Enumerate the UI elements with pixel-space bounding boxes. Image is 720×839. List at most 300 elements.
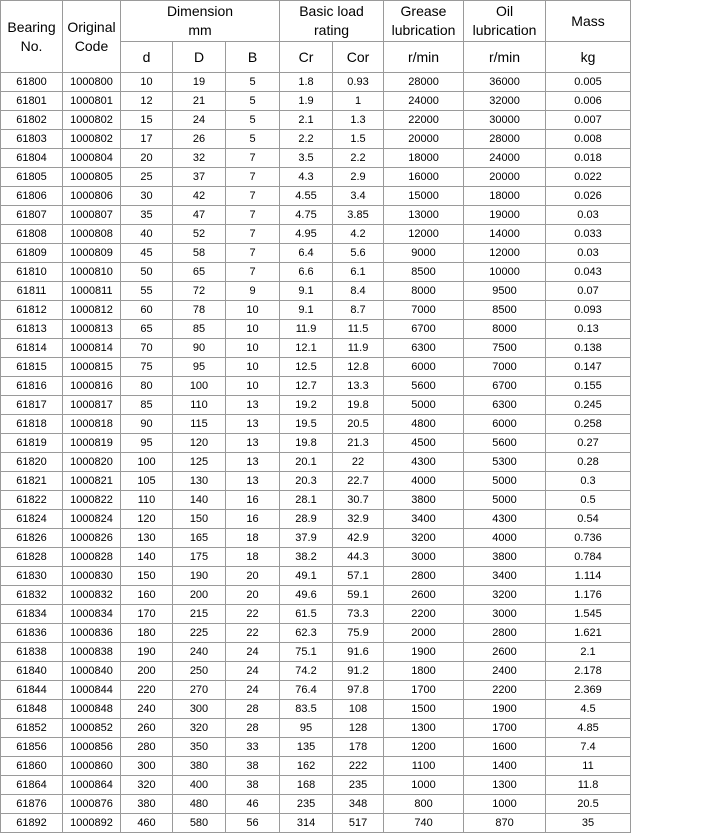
grease-speed-cell: 3200 [384, 529, 464, 548]
cr-cell: 19.8 [280, 434, 333, 453]
original-code-cell: 1000817 [63, 396, 121, 415]
grease-speed-cell: 3400 [384, 510, 464, 529]
original-code-cell: 1000856 [63, 738, 121, 757]
b-cell: 22 [226, 605, 280, 624]
bearing-no-cell: 61836 [1, 624, 63, 643]
d-cell: 10 [121, 73, 173, 92]
original-code-cell: 1000819 [63, 434, 121, 453]
bearing-no-cell: 61815 [1, 358, 63, 377]
oil-speed-cell: 30000 [464, 111, 546, 130]
outer-d-cell: 240 [173, 643, 226, 662]
d-cell: 85 [121, 396, 173, 415]
mass-cell: 0.736 [546, 529, 631, 548]
oil-speed-cell: 8000 [464, 320, 546, 339]
bearing-no-cell: 61840 [1, 662, 63, 681]
b-cell: 38 [226, 776, 280, 795]
bearing-no-cell: 61809 [1, 244, 63, 263]
table-row [1, 168, 631, 187]
bearing-no-cell: 61812 [1, 301, 63, 320]
bearing-no-cell: 61806 [1, 187, 63, 206]
table-row [1, 149, 631, 168]
outer-d-cell: 150 [173, 510, 226, 529]
outer-d-cell: 52 [173, 225, 226, 244]
grease-speed-cell: 4800 [384, 415, 464, 434]
bearing-no-cell: 61892 [1, 814, 63, 833]
b-cell: 13 [226, 453, 280, 472]
cor-cell: 348 [333, 795, 384, 814]
d-cell: 35 [121, 206, 173, 225]
cr-cell: 4.95 [280, 225, 333, 244]
d-cell: 120 [121, 510, 173, 529]
b-cell: 18 [226, 529, 280, 548]
mass-cell: 1.176 [546, 586, 631, 605]
grease-speed-cell: 6700 [384, 320, 464, 339]
table-row [1, 510, 631, 529]
cr-cell: 1.9 [280, 92, 333, 111]
original-code-cell: 1000824 [63, 510, 121, 529]
cr-cell: 95 [280, 719, 333, 738]
grease-speed-cell: 1200 [384, 738, 464, 757]
table-row [1, 700, 631, 719]
d-cell: 95 [121, 434, 173, 453]
cor-cell: 91.2 [333, 662, 384, 681]
bearing-no-cell: 61817 [1, 396, 63, 415]
oil-speed-cell: 24000 [464, 149, 546, 168]
d-cell: 260 [121, 719, 173, 738]
cor-cell: 20.5 [333, 415, 384, 434]
mass-cell: 1.621 [546, 624, 631, 643]
cr-cell: 38.2 [280, 548, 333, 567]
bearing-no-cell: 61816 [1, 377, 63, 396]
outer-d-cell: 58 [173, 244, 226, 263]
grease-speed-cell: 1700 [384, 681, 464, 700]
cor-cell: 3.4 [333, 187, 384, 206]
d-cell: 55 [121, 282, 173, 301]
d-cell: 140 [121, 548, 173, 567]
original-code-cell: 1000836 [63, 624, 121, 643]
original-code-cell: 1000816 [63, 377, 121, 396]
bearing-no-cell: 61834 [1, 605, 63, 624]
bearing-no-cell: 61803 [1, 130, 63, 149]
grease-speed-cell: 4300 [384, 453, 464, 472]
outer-d-cell: 190 [173, 567, 226, 586]
mass-cell: 0.093 [546, 301, 631, 320]
cr-cell: 6.4 [280, 244, 333, 263]
d-cell: 150 [121, 567, 173, 586]
outer-d-cell: 225 [173, 624, 226, 643]
bearing-no-cell: 61876 [1, 795, 63, 814]
cor-cell: 3.85 [333, 206, 384, 225]
oil-speed-cell: 32000 [464, 92, 546, 111]
header-basic-load-rating: Basic load rating [280, 1, 384, 42]
table-row [1, 814, 631, 833]
bearing-no-cell: 61810 [1, 263, 63, 282]
mass-cell: 0.5 [546, 491, 631, 510]
table-row [1, 111, 631, 130]
b-cell: 16 [226, 491, 280, 510]
mass-cell: 4.5 [546, 700, 631, 719]
table-row [1, 605, 631, 624]
cor-cell: 12.8 [333, 358, 384, 377]
cor-cell: 22.7 [333, 472, 384, 491]
original-code-cell: 1000848 [63, 700, 121, 719]
grease-speed-cell: 12000 [384, 225, 464, 244]
oil-speed-cell: 1300 [464, 776, 546, 795]
table-row [1, 776, 631, 795]
mass-cell: 0.026 [546, 187, 631, 206]
oil-speed-cell: 28000 [464, 130, 546, 149]
oil-speed-cell: 36000 [464, 73, 546, 92]
d-cell: 100 [121, 453, 173, 472]
outer-d-cell: 47 [173, 206, 226, 225]
header-bearing-no: Bearing No. [1, 1, 63, 73]
outer-d-cell: 90 [173, 339, 226, 358]
table-row [1, 624, 631, 643]
cr-cell: 135 [280, 738, 333, 757]
grease-speed-cell: 4500 [384, 434, 464, 453]
mass-cell: 7.4 [546, 738, 631, 757]
table-row [1, 301, 631, 320]
mass-cell: 0.155 [546, 377, 631, 396]
b-cell: 7 [226, 263, 280, 282]
table-row [1, 396, 631, 415]
oil-speed-cell: 5000 [464, 472, 546, 491]
outer-d-cell: 65 [173, 263, 226, 282]
b-cell: 24 [226, 681, 280, 700]
mass-cell: 0.245 [546, 396, 631, 415]
cor-cell: 5.6 [333, 244, 384, 263]
cor-cell: 128 [333, 719, 384, 738]
outer-d-cell: 120 [173, 434, 226, 453]
d-cell: 180 [121, 624, 173, 643]
grease-speed-cell: 15000 [384, 187, 464, 206]
cr-cell: 2.2 [280, 130, 333, 149]
d-cell: 190 [121, 643, 173, 662]
original-code-cell: 1000840 [63, 662, 121, 681]
original-code-cell: 1000834 [63, 605, 121, 624]
cr-cell: 12.1 [280, 339, 333, 358]
grease-speed-cell: 5600 [384, 377, 464, 396]
outer-d-cell: 350 [173, 738, 226, 757]
b-cell: 46 [226, 795, 280, 814]
oil-speed-cell: 7500 [464, 339, 546, 358]
header-b: B [226, 42, 280, 73]
original-code-cell: 1000810 [63, 263, 121, 282]
d-cell: 130 [121, 529, 173, 548]
cr-cell: 20.3 [280, 472, 333, 491]
b-cell: 38 [226, 757, 280, 776]
cr-cell: 9.1 [280, 282, 333, 301]
mass-cell: 2.1 [546, 643, 631, 662]
table-row [1, 130, 631, 149]
cor-cell: 19.8 [333, 396, 384, 415]
grease-speed-cell: 1300 [384, 719, 464, 738]
d-cell: 160 [121, 586, 173, 605]
b-cell: 10 [226, 339, 280, 358]
bearing-no-cell: 61852 [1, 719, 63, 738]
cor-cell: 2.9 [333, 168, 384, 187]
b-cell: 13 [226, 415, 280, 434]
cor-cell: 8.7 [333, 301, 384, 320]
cor-cell: 517 [333, 814, 384, 833]
cor-cell: 13.3 [333, 377, 384, 396]
grease-speed-cell: 18000 [384, 149, 464, 168]
cor-cell: 44.3 [333, 548, 384, 567]
b-cell: 5 [226, 111, 280, 130]
b-cell: 10 [226, 320, 280, 339]
oil-speed-cell: 2200 [464, 681, 546, 700]
original-code-cell: 1000828 [63, 548, 121, 567]
table-row [1, 472, 631, 491]
mass-cell: 2.178 [546, 662, 631, 681]
bearing-no-cell: 61807 [1, 206, 63, 225]
cr-cell: 19.2 [280, 396, 333, 415]
oil-speed-cell: 19000 [464, 206, 546, 225]
grease-speed-cell: 7000 [384, 301, 464, 320]
cor-cell: 30.7 [333, 491, 384, 510]
b-cell: 28 [226, 719, 280, 738]
table-row [1, 719, 631, 738]
mass-cell: 0.007 [546, 111, 631, 130]
outer-d-cell: 320 [173, 719, 226, 738]
header-grease-lubrication: Grease lubrication [384, 1, 464, 42]
b-cell: 10 [226, 358, 280, 377]
grease-speed-cell: 16000 [384, 168, 464, 187]
cr-cell: 61.5 [280, 605, 333, 624]
cr-cell: 168 [280, 776, 333, 795]
b-cell: 7 [226, 149, 280, 168]
d-cell: 105 [121, 472, 173, 491]
cr-cell: 314 [280, 814, 333, 833]
oil-speed-cell: 6700 [464, 377, 546, 396]
grease-speed-cell: 2200 [384, 605, 464, 624]
oil-speed-cell: 3400 [464, 567, 546, 586]
cr-cell: 74.2 [280, 662, 333, 681]
table-row [1, 415, 631, 434]
d-cell: 460 [121, 814, 173, 833]
bearing-no-cell: 61844 [1, 681, 63, 700]
cor-cell: 0.93 [333, 73, 384, 92]
bearing-no-cell: 61856 [1, 738, 63, 757]
mass-cell: 0.03 [546, 244, 631, 263]
cor-cell: 22 [333, 453, 384, 472]
oil-speed-cell: 1900 [464, 700, 546, 719]
outer-d-cell: 130 [173, 472, 226, 491]
original-code-cell: 1000802 [63, 111, 121, 130]
b-cell: 24 [226, 662, 280, 681]
table-row [1, 491, 631, 510]
mass-cell: 11.8 [546, 776, 631, 795]
grease-speed-cell: 800 [384, 795, 464, 814]
table-row [1, 187, 631, 206]
table-row [1, 757, 631, 776]
outer-d-cell: 110 [173, 396, 226, 415]
table-row [1, 320, 631, 339]
original-code-cell: 1000864 [63, 776, 121, 795]
cor-cell: 57.1 [333, 567, 384, 586]
bearing-no-cell: 61813 [1, 320, 63, 339]
b-cell: 10 [226, 301, 280, 320]
grease-speed-cell: 1900 [384, 643, 464, 662]
mass-cell: 0.022 [546, 168, 631, 187]
original-code-cell: 1000815 [63, 358, 121, 377]
cr-cell: 76.4 [280, 681, 333, 700]
b-cell: 22 [226, 624, 280, 643]
b-cell: 20 [226, 567, 280, 586]
original-code-cell: 1000852 [63, 719, 121, 738]
b-cell: 13 [226, 434, 280, 453]
cor-cell: 59.1 [333, 586, 384, 605]
b-cell: 5 [226, 92, 280, 111]
d-cell: 80 [121, 377, 173, 396]
original-code-cell: 1000801 [63, 92, 121, 111]
original-code-cell: 1000802 [63, 130, 121, 149]
outer-d-cell: 95 [173, 358, 226, 377]
bearing-no-cell: 61828 [1, 548, 63, 567]
header-oil-unit: r/min [464, 42, 546, 73]
original-code-cell: 1000807 [63, 206, 121, 225]
table-row [1, 263, 631, 282]
b-cell: 9 [226, 282, 280, 301]
bearing-no-cell: 61814 [1, 339, 63, 358]
outer-d-cell: 175 [173, 548, 226, 567]
mass-cell: 0.784 [546, 548, 631, 567]
outer-d-cell: 78 [173, 301, 226, 320]
outer-d-cell: 480 [173, 795, 226, 814]
mass-cell: 0.147 [546, 358, 631, 377]
original-code-cell: 1000876 [63, 795, 121, 814]
d-cell: 280 [121, 738, 173, 757]
oil-speed-cell: 10000 [464, 263, 546, 282]
cor-cell: 222 [333, 757, 384, 776]
table-row [1, 282, 631, 301]
d-cell: 15 [121, 111, 173, 130]
table-row [1, 662, 631, 681]
cr-cell: 1.8 [280, 73, 333, 92]
outer-d-cell: 300 [173, 700, 226, 719]
oil-speed-cell: 1600 [464, 738, 546, 757]
cr-cell: 49.1 [280, 567, 333, 586]
b-cell: 7 [226, 206, 280, 225]
cr-cell: 37.9 [280, 529, 333, 548]
cr-cell: 4.3 [280, 168, 333, 187]
cr-cell: 9.1 [280, 301, 333, 320]
bearing-no-cell: 61848 [1, 700, 63, 719]
header-mass-unit: kg [546, 42, 631, 73]
table-row [1, 358, 631, 377]
original-code-cell: 1000818 [63, 415, 121, 434]
outer-d-cell: 580 [173, 814, 226, 833]
b-cell: 7 [226, 187, 280, 206]
mass-cell: 1.545 [546, 605, 631, 624]
outer-d-cell: 85 [173, 320, 226, 339]
bearing-no-cell: 61830 [1, 567, 63, 586]
original-code-cell: 1000830 [63, 567, 121, 586]
outer-d-cell: 380 [173, 757, 226, 776]
original-code-cell: 1000844 [63, 681, 121, 700]
outer-d-cell: 42 [173, 187, 226, 206]
cor-cell: 97.8 [333, 681, 384, 700]
cr-cell: 49.6 [280, 586, 333, 605]
d-cell: 380 [121, 795, 173, 814]
cr-cell: 235 [280, 795, 333, 814]
b-cell: 5 [226, 130, 280, 149]
oil-speed-cell: 4300 [464, 510, 546, 529]
grease-speed-cell: 6000 [384, 358, 464, 377]
original-code-cell: 1000812 [63, 301, 121, 320]
mass-cell: 0.27 [546, 434, 631, 453]
b-cell: 7 [226, 168, 280, 187]
mass-cell: 0.13 [546, 320, 631, 339]
grease-speed-cell: 3800 [384, 491, 464, 510]
outer-d-cell: 26 [173, 130, 226, 149]
mass-cell: 0.28 [546, 453, 631, 472]
oil-speed-cell: 12000 [464, 244, 546, 263]
d-cell: 110 [121, 491, 173, 510]
bearing-no-cell: 61860 [1, 757, 63, 776]
table-row [1, 529, 631, 548]
original-code-cell: 1000826 [63, 529, 121, 548]
bearing-no-cell: 61805 [1, 168, 63, 187]
header-cor: Cor [333, 42, 384, 73]
b-cell: 24 [226, 643, 280, 662]
mass-cell: 0.07 [546, 282, 631, 301]
bearing-no-cell: 61832 [1, 586, 63, 605]
cor-cell: 75.9 [333, 624, 384, 643]
outer-d-cell: 215 [173, 605, 226, 624]
grease-speed-cell: 1000 [384, 776, 464, 795]
cor-cell: 6.1 [333, 263, 384, 282]
outer-d-cell: 19 [173, 73, 226, 92]
mass-cell: 20.5 [546, 795, 631, 814]
cr-cell: 62.3 [280, 624, 333, 643]
grease-speed-cell: 1100 [384, 757, 464, 776]
grease-speed-cell: 2800 [384, 567, 464, 586]
original-code-cell: 1000806 [63, 187, 121, 206]
header-outer-d: D [173, 42, 226, 73]
cor-cell: 8.4 [333, 282, 384, 301]
oil-speed-cell: 2400 [464, 662, 546, 681]
original-code-cell: 1000838 [63, 643, 121, 662]
b-cell: 28 [226, 700, 280, 719]
b-cell: 7 [226, 225, 280, 244]
bearing-no-cell: 61818 [1, 415, 63, 434]
header-mass: Mass [546, 1, 631, 42]
bearing-no-cell: 61811 [1, 282, 63, 301]
oil-speed-cell: 5000 [464, 491, 546, 510]
cr-cell: 19.5 [280, 415, 333, 434]
oil-speed-cell: 18000 [464, 187, 546, 206]
bearing-no-cell: 61820 [1, 453, 63, 472]
original-code-cell: 1000821 [63, 472, 121, 491]
cor-cell: 42.9 [333, 529, 384, 548]
b-cell: 33 [226, 738, 280, 757]
oil-speed-cell: 14000 [464, 225, 546, 244]
oil-speed-cell: 4000 [464, 529, 546, 548]
grease-speed-cell: 4000 [384, 472, 464, 491]
outer-d-cell: 100 [173, 377, 226, 396]
grease-speed-cell: 2600 [384, 586, 464, 605]
table-row [1, 643, 631, 662]
mass-cell: 0.138 [546, 339, 631, 358]
oil-speed-cell: 2600 [464, 643, 546, 662]
grease-speed-cell: 28000 [384, 73, 464, 92]
table-row [1, 339, 631, 358]
oil-speed-cell: 1700 [464, 719, 546, 738]
original-code-cell: 1000808 [63, 225, 121, 244]
cor-cell: 11.9 [333, 339, 384, 358]
d-cell: 240 [121, 700, 173, 719]
